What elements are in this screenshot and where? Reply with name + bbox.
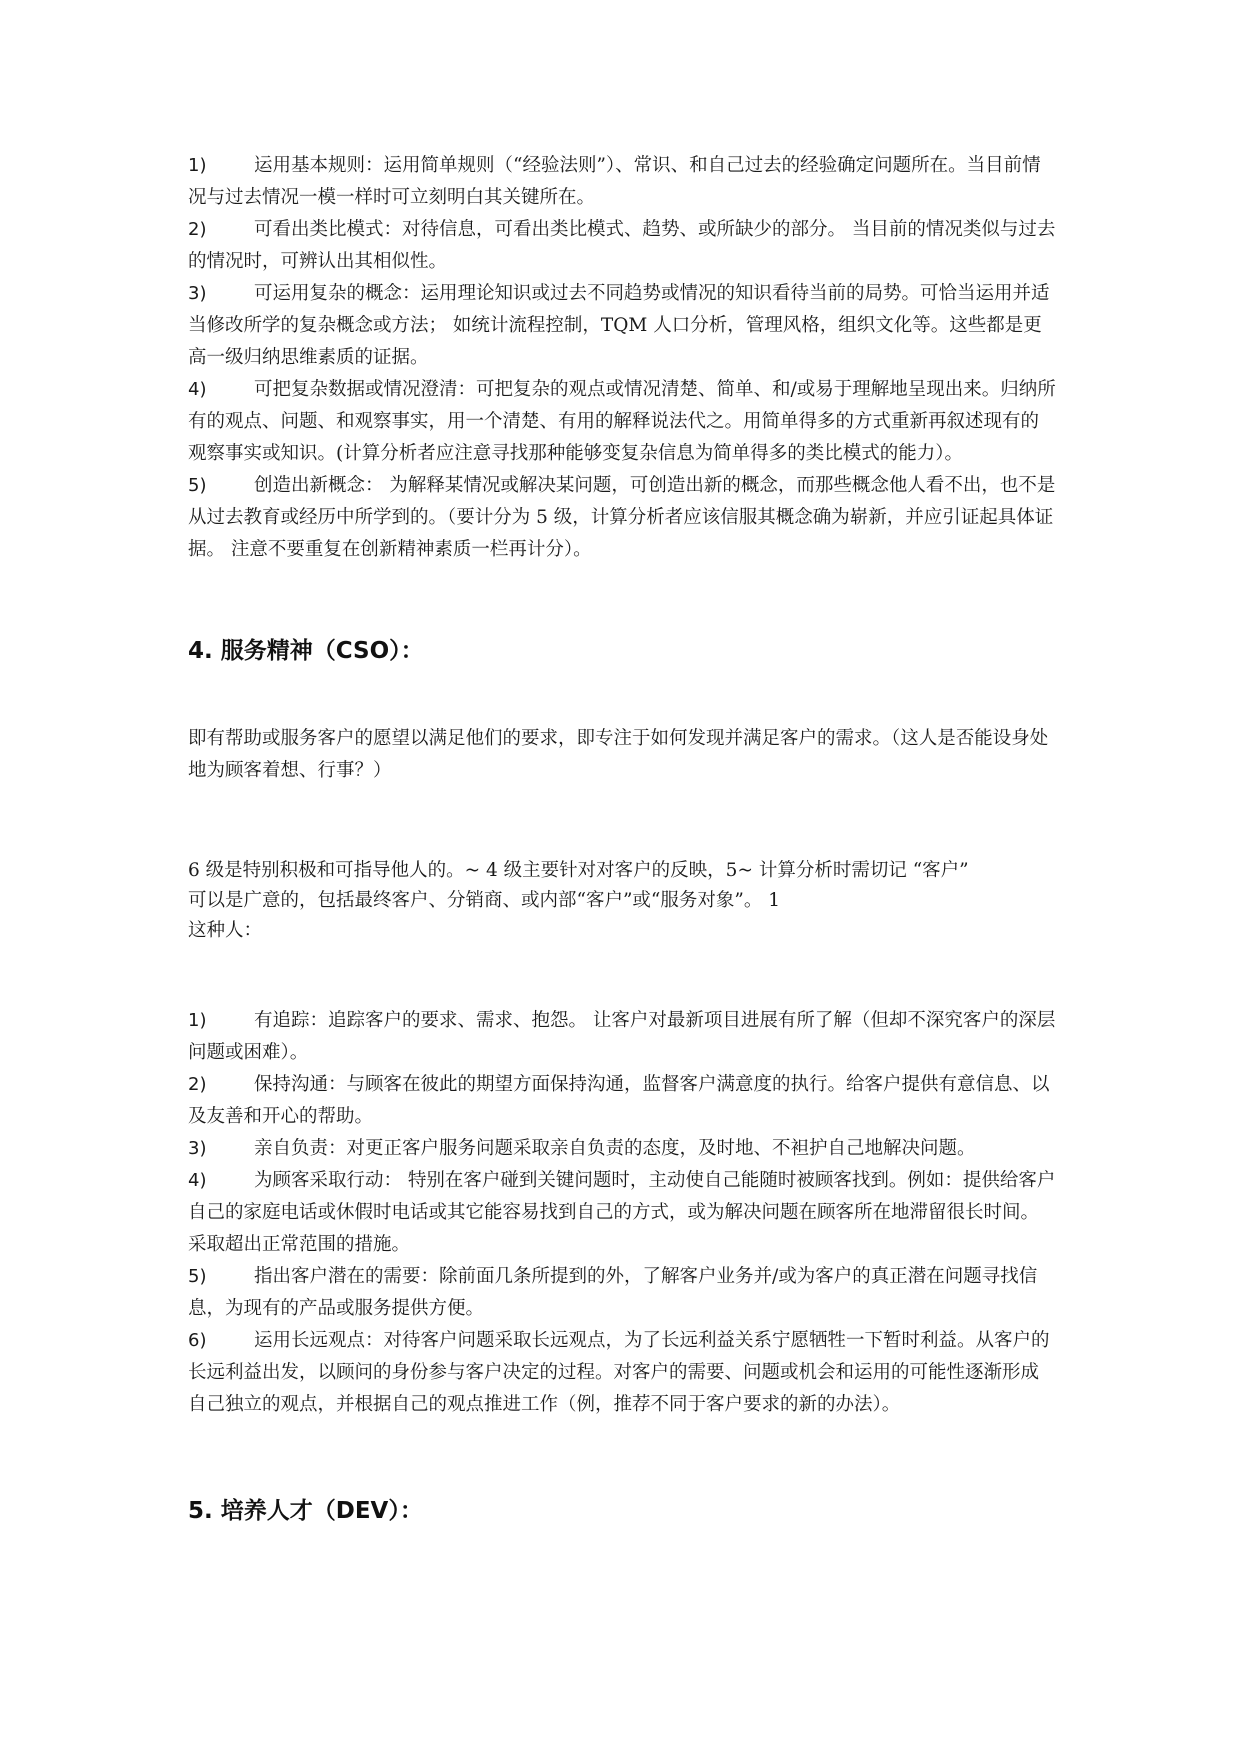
section-heading-cso: 4. 服务精神（CSO）： bbox=[188, 638, 424, 664]
list-item bbox=[188, 1165, 1056, 1261]
item-text: 为顾客采取行动： 特别在客户碰到关键问题时，主动使自己能随时被顾客找到。例如：提供给客户自己的家庭电话或休假时电话或其它能容易找到自己的方式，或为解决问题在顾客所在地滞留很长时间。采取超出正常范围的措施。 bbox=[188, 1170, 1056, 1255]
item-text: 可把复杂数据或情况澄清：可把复杂的观点或情况清楚、简单、和/或易于理解地呈现出来。归纳所有的观点、问题、和观察事实，用一个清楚、有用的解释说法代之。用简单得多的方式重新再叙述现有的观察事实或知识。(计算分析者应注意寻找那种能够变复杂信息为简单得多的类比模式的能力）。 bbox=[188, 379, 1056, 464]
item-number: 5) bbox=[188, 475, 207, 496]
list-item bbox=[188, 278, 1056, 374]
item-number: 4) bbox=[188, 1170, 207, 1191]
item-number: 3) bbox=[188, 1138, 207, 1159]
list-item bbox=[188, 1133, 1056, 1165]
item-text: 运用长远观点：对待客户问题采取长远观点，为了长远利益关系宁愿牺牲一下暂时利益。从客户的长远利益出发，以顾问的身份参与客户决定的过程。对客户的需要、问题或机会和运用的可能性逐渐形成自己独立的观点，并根据自己的观点推进工作（例，推荐不同于客户要求的新的办法）。 bbox=[188, 1330, 1050, 1415]
item-text: 保持沟通：与顾客在彼此的期望方面保持沟通，监督客户满意度的执行。给客户提供有意信息、以及友善和开心的帮助。 bbox=[188, 1074, 1050, 1127]
item-text: 有追踪：追踪客户的要求、需求、抱怨。 让客户对最新项目进展有所了解（但却不深究客户的深层问题或困难）。 bbox=[188, 1010, 1056, 1063]
item-text: 指出客户潜在的需要：除前面几条所提到的外，了解客户业务并/或为客户的真正潜在问题寻找信息，为现有的产品或服务提供方便。 bbox=[188, 1266, 1038, 1319]
list-item bbox=[188, 1005, 1056, 1069]
item-text: 亲自负责：对更正客户服务问题采取亲自负责的态度，及时地、不袒护自己地解决问题。 bbox=[254, 1138, 976, 1159]
item-number: 2) bbox=[188, 1074, 207, 1095]
item-number: 4) bbox=[188, 379, 207, 400]
item-number: 5) bbox=[188, 1266, 207, 1287]
paragraph: 即有帮助或服务客户的愿望以满足他们的要求，即专注于如何发现并满足客户的需求。（这人是否能设身处地为顾客着想、行事？） bbox=[188, 728, 1049, 781]
list-item bbox=[188, 374, 1056, 470]
item-number: 1) bbox=[188, 155, 207, 176]
section-heading-dev: 5. 培养人才（DEV）： bbox=[188, 1498, 423, 1524]
list-item bbox=[188, 1325, 1056, 1421]
item-number: 2) bbox=[188, 219, 207, 240]
paragraph-line: 这种人： bbox=[188, 920, 263, 941]
list-item bbox=[188, 214, 1056, 278]
item-number: 1) bbox=[188, 1010, 207, 1031]
list-item bbox=[188, 1261, 1056, 1325]
paragraph-line: 可以是广意的，包括最终客户、分销商、或内部“客户”或“服务对象”。 1 bbox=[188, 890, 780, 911]
section3-list bbox=[188, 150, 1056, 566]
item-text: 创造出新概念： 为解释某情况或解决某问题，可创造出新的概念，而那些概念他人看不出，也不是从过去教育或经历中所学到的。（要计分为 5 级，计算分析者应该信服其概念确为崭新，并应引证起具体证据。 注意不要重复在创新精神素质一栏再计分）。 bbox=[188, 475, 1056, 560]
paragraph-line: 6 级是特别积极和可指导他人的。~ 4 级主要针对对客户的反映，5~ 计算分析时需切记 “客户” bbox=[188, 860, 969, 881]
cso-intro bbox=[188, 723, 1056, 787]
item-text: 可运用复杂的概念：运用理论知识或过去不同趋势或情况的知识看待当前的局势。可恰当运用并适当修改所学的复杂概念或方法； 如统计流程控制，TQM 人口分析，管理风格，组织文化等。这些都是更高一级归纳思维素质的证据。 bbox=[188, 283, 1050, 368]
list-item bbox=[188, 470, 1056, 566]
cso-note bbox=[188, 856, 1056, 946]
item-number: 3) bbox=[188, 283, 207, 304]
item-text: 可看出类比模式：对待信息，可看出类比模式、趋势、或所缺少的部分。 当目前的情况类似与过去的情况时，可辨认出其相似性。 bbox=[188, 219, 1056, 272]
list-item bbox=[188, 1069, 1056, 1133]
item-text: 运用基本规则：运用简单规则（“经验法则”）、常识、和自己过去的经验确定问题所在。当目前情况与过去情况一模一样时可立刻明白其关键所在。 bbox=[188, 155, 1041, 208]
section4-list bbox=[188, 1005, 1056, 1421]
item-number: 6) bbox=[188, 1330, 207, 1351]
list-item bbox=[188, 150, 1056, 214]
